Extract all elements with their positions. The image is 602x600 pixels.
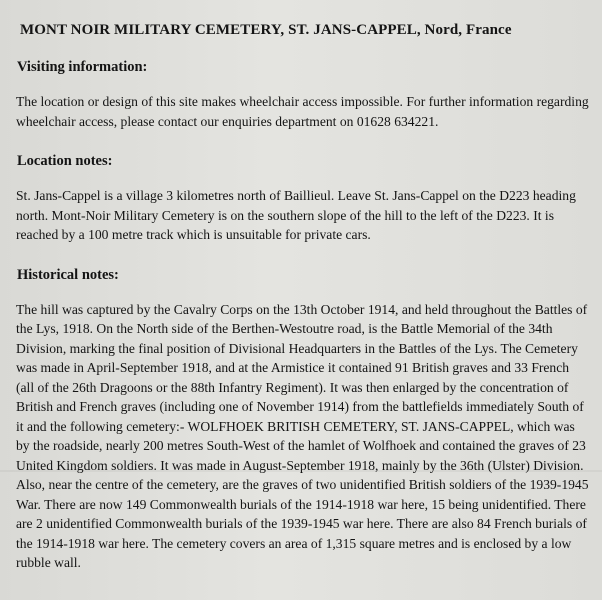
document-title: MONT NOIR MILITARY CEMETERY, ST. JANS-CAPPEL, Nord, France [20, 22, 512, 38]
paper-fold-shadow [0, 470, 602, 472]
historical-notes-heading: Historical notes: [17, 266, 119, 283]
location-notes-heading: Location notes: [17, 153, 113, 169]
historical-notes-text: The hill was captured by the Cavalry Corps on the 13th October 1914, and held throughout the Battles of the Lys, 1918. On the North side of the Berthen-Westoutre road, is the Battle Memorial of the 34th Division, marking the final position of Divisional Headquarters in the Battles of the Lys. The Cemetery was made in April-September 1918, and at the Armistice it contained 91 British graves and 33 French (all of the 26th Dragoons or the 88th Infantry Regiment). It was then enlarged by the concentration of British and French graves (including one of November 1914) from the battlefields immediately South of it and the following cemetery:- WOLFHOEK BRITISH CEMETERY, ST. JANS-CAPPEL, which was by the roadside, nearly 200 metres South-West of the hamlet of Wolfhoek and contained the graves of 23 United Kingdom soldiers. It was made in August-September 1918, mainly by the 36th (Ulster) Division. Also, near the centre of the cemetery, are the graves of two unidentified British soldiers of the 1939-1945 War. There are now 149 Commonwealth burials of the 1914-1918 war here, 15 being unidentified. There are 2 unidentified Commonwealth burials of the 1939-1945 war here. There are also 84 French burials of the 1914-1918 war here. The cemetery covers an area of 1,315 square metres and is enclosed by a low rubble wall. [16, 301, 589, 570]
location-notes-text: St. Jans-Cappel is a village 3 kilometres north of Baillieul. Leave St. Jans-Cappel on the D223 heading north. Mont-Noir Military Cemetery is on the southern slope of the hill to the left of the D223. It is reached by a 100 metre track which is unsuitable for private cars. [16, 188, 576, 242]
visiting-information-heading: Visiting information: [17, 59, 148, 75]
visiting-information-text: The location or design of this site makes wheelchair access impossible. For further information regarding wheelchair access, please contact our enquiries department on 01628 634221. [16, 94, 589, 129]
